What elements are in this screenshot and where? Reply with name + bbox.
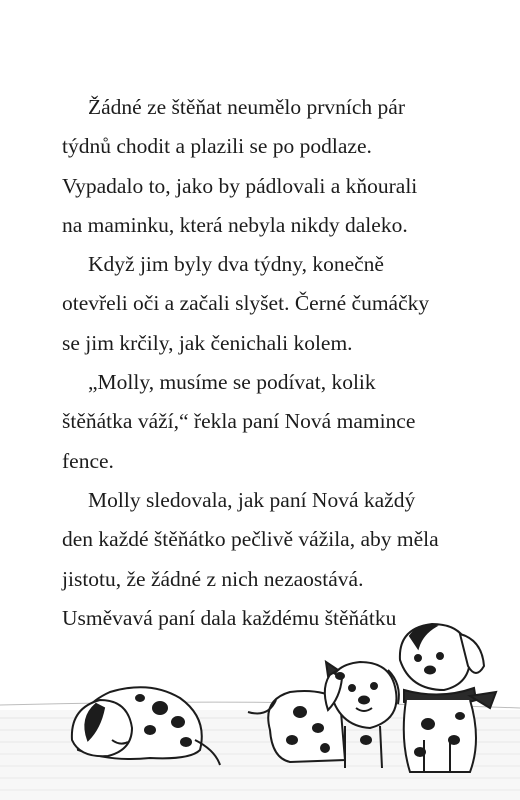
text-line: na maminku, která nebyla nikdy daleko. bbox=[62, 212, 408, 237]
text-line: se jim krčily, jak čenichali kolem. bbox=[62, 330, 353, 355]
text-line: jistotu, že žádné z nich nezaostává. bbox=[62, 566, 364, 591]
text-line: štěňátka váží,“ řekla paní Nová mamince bbox=[62, 409, 416, 434]
text-line: „Molly, musíme se podívat, kolik bbox=[88, 370, 376, 395]
text-line: Vypadalo to, jako by pádlovali a kňourali bbox=[62, 173, 418, 198]
text-line: Žádné ze štěňat neumělo prvních pár bbox=[88, 95, 405, 119]
text-line: týdnů chodit a plazili se po podlaze. bbox=[62, 134, 372, 159]
text-line: Když jim byly dva týdny, konečně bbox=[88, 252, 384, 277]
text-line: Usměvavá paní dala každému štěňátku bbox=[62, 605, 397, 630]
body-text bbox=[62, 88, 472, 638]
text-line: den každé štěňátko pečlivě vážila, aby měla bbox=[62, 527, 439, 552]
text-line: Molly sledovala, jak paní Nová každý bbox=[88, 487, 416, 512]
puppies-illustration bbox=[0, 600, 520, 800]
text-line: otevřeli oči a začali slyšet. Černé čumáčky bbox=[62, 291, 430, 316]
text-line: fence. bbox=[62, 448, 114, 473]
